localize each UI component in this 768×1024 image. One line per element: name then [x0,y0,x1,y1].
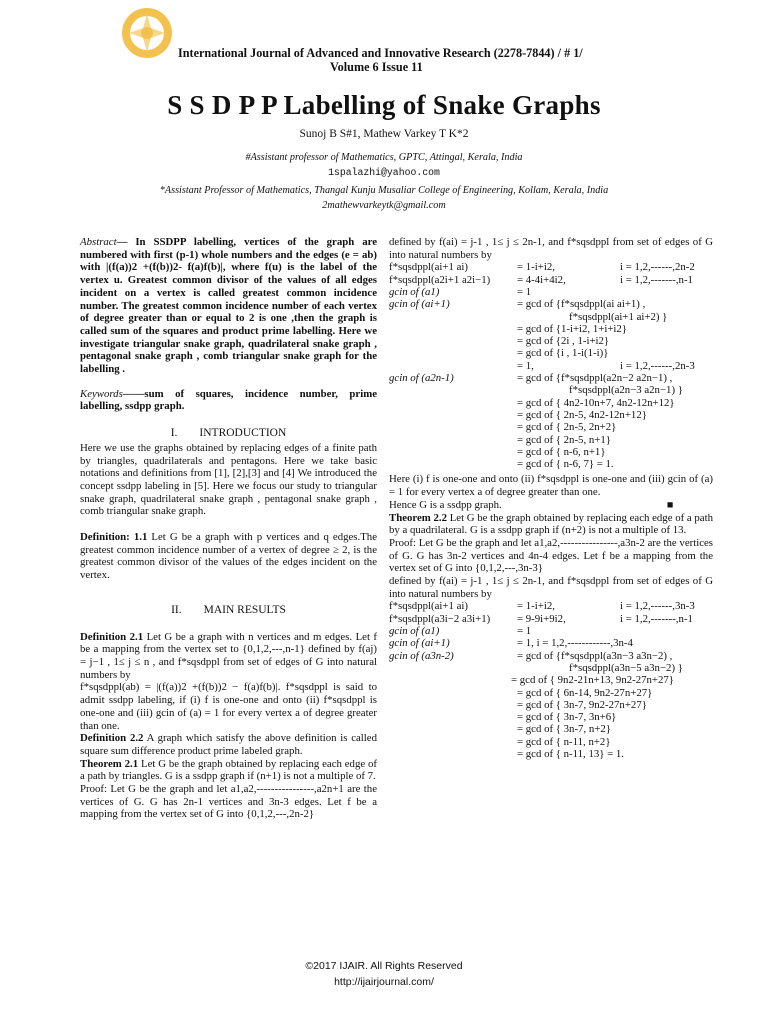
gcin-line: = gcd of { 6n-14, 9n2-27n+27} [517,686,653,699]
paper-title: S S D P P Labelling of Snake Graphs [167,90,601,120]
gcin-line: = gcd of { 3n-7, n+2} [517,723,611,736]
authors: Sunoj B S#1, Mathew Varkey T K*2 [299,128,469,140]
definition-2-2: Definition 2.2 A graph which satisfy the above definition is called square sum difference product prime labeled graph. [80,732,377,757]
email-2: 2mathewvarkeytk@gmail.com [322,200,446,211]
qed-symbol: ■ [666,498,674,511]
keywords: Keywords——sum of squares, incidence number, prime labelling, ssdpp graph. [80,387,377,413]
edge-label-row: f*sqsdppl(a2i+1 a2i−1) = 4-4i+4i2, i = 1,2,-------,n-1 [389,273,693,286]
section-main-results-heading: II. MAIN RESULTS [171,603,286,616]
edge-label-row: f*sqsdppl(ai+1 ai) = 1-i+i2, i = 1,2,------,3n-3 [389,600,695,613]
hence-line: Hence G is a ssdpp graph. ■ [389,498,674,511]
gcin-line: = gcd of { n-6, n+1} [517,445,606,458]
footer-copyright: ©2017 IJAIR. All Rights Reserved [305,960,463,972]
definition-2-1: Definition 2.1 Let G be a graph with n vertices and m edges. Let f be a mapping from the vertex set to {0,1,2,---,n-1} defined by f(aj) = j−1 , 1≤ j ≤ n , and f*sqsdppl from set of edges of G into natural numbers by [80,630,377,681]
journal-header [178,46,698,74]
gcin-line: = gcd of { 2n-5, 4n2-12n+12} [517,408,647,421]
edge-label-row: f*sqsdppl(ai+1 ai) = 1-i+i2, i = 1,2,------,2n-2 [389,261,695,274]
gcin-line: f*sqsdppl(a2n−3 a2n−1) } [569,384,683,397]
gcin-line: = gcd of { 2n-5, 2n+2} [517,421,617,434]
proof-2-2: Proof: Let G be the graph and let a1,a2,----------------,a3n-2 are the vertices of G. G has 3n-2 vertices and 4n-4 edges. Let f be a mapping from the vertex set of G into {0,1,2,---,3n-3} [389,536,713,575]
gcin-line: = gcd of { n-11, n+2} [517,735,611,748]
journal-name: International Journal of Advanced and Innovative Research (2278-7844) / # 1/ [178,46,583,60]
edge-label-row: f*sqsdppl(a3i−2 a3i+1) = 9-9i+9i2, i = 1,2,-------,n-1 [389,612,693,625]
theorem-2-1: Theorem 2.1 Let G be the graph obtained by replacing each edge of a path by triangles. G is a ssdpp graph if (n+1) is not a multiple of 7. [80,757,377,783]
affiliation-2: *Assistant Professor of Mathematics, Thangal Kunju Musaliar College of Engineering, Kollam, Kerala, India [159,185,609,196]
gcin-row: gcin of (a1) = 1 [389,286,532,298]
abstract: Abstract— In SSDPP labelling, vertices of the graph are numbered with first (p-1) whole numbers and the edges (e = ab) with |(f(a))2 +(f(b))2- f(a)f(b)|, where f(u) is the label of the vertex u. Greatest common divisor of the values of all edges incident on a vertex is called greatest common incidence number. The greatest common incidence number of each vertex of degree greater than or equal to 2 is one ,then the graph is called sum of the squares and product prime labelling. Here we investigate triangular snake graph, quadrilateral snake graph , pentagonal snake graph , comb triangular snake graph for the labelling . [80,236,377,376]
email-1: 1spalazhi@yahoo.com [328,167,440,178]
theorem-2-1-mapping: defined by f(ai) = j-1 , 1≤ j ≤ 2n-1, and f*sqsdppl from set of edges of G into natural numbers by [389,236,713,261]
proof-2-1: Proof: Let G be the graph and let a1,a2,----------------,a2n+1 are the vertices of G. G has 2n-1 vertices and 3n-3 edges. Let f be a mapping from the vertex set of G into {0,1,2,---,2n-2} [80,783,377,821]
theorem-2-2: Theorem 2.2 Let G be the graph obtained by replacing each edge of a path by a quadrilateral. G is a ssdpp graph if (n+2) is not a multiple of 13. [389,511,713,537]
left-column [80,236,377,821]
conclusion-text: Here (i) f is one-one and onto (ii) f*sqsdppl is one-one and (iii) gcin of (a) = 1 for every vertex a of degree greater than one. [389,473,713,499]
gcin-line: = gcd of {2i , 1-i+i2} [517,335,610,348]
gcin-line: = gcd of { 3n-7, 9n2-27n+27} [517,698,647,711]
gcin-row: gcin of (a3n-2) = gcd of {f*sqsdppl(a3n−3 a3n−2) , [389,649,673,662]
gcin-line: = 1, i = 1,2,------,2n-3 [517,359,695,372]
gcin-row: gcin of (ai+1) = 1, i = 1,2,------------,3n-4 [389,637,633,650]
definition-2-1-formula: f*sqsdppl(ab) = |(f(a))2 +(f(b))2 − f(a)f(b)|. f*sqsdppl is said to admit ssdpp labeling, if (i) f is one-one and onto (ii) f*sqsdppl is one-one and (iii) gcin of (a) = 1 for every vertex a of degree greater than one. [80,681,377,732]
right-column [389,236,713,760]
affiliation-1: #Assistant professor of Mathematics, GPTC, Attingal, Kerala, India [245,152,523,163]
gcin-row: gcin of (a2n-1) = gcd of {f*sqsdppl(a2n−2 a2n−1) , [389,372,673,385]
section-introduction-heading: I. INTRODUCTION [170,427,287,440]
theorem-2-2-mapping: defined by f(ai) = j-1 , 1≤ j ≤ 2n-1, and f*sqsdppl from set of edges of G into natural numbers by [389,575,713,600]
footer-url[interactable]: http://ijairjournal.com/ [334,976,434,988]
gcin-line: = gcd of { n-11, 13} = 1. [517,748,625,761]
gcin-line: = gcd of { n-6, 7} = 1. [517,458,614,471]
gcin-line: f*sqsdppl(a3n−5 a3n−2) } [569,661,683,674]
gcin-line: = gcd of { 3n-7, 3n+6} [517,711,617,724]
journal-volume: Volume 6 Issue 11 [330,60,423,74]
journal-logo [120,6,174,60]
gcin-line: f*sqsdppl(ai+1 ai+2) } [569,310,668,323]
definition-1-1: Definition: 1.1 Let G be a graph with p vertices and q edges.The greatest common incidence number of a vertex of degree ≥ 2, is the greatest common divisor of the values of the edges incident on the vertex. [80,531,377,582]
gcin-line: = gcd of { 2n-5, n+1} [517,433,611,446]
gcin-line: = gcd of {i , 1-i(1-i)} [517,347,609,360]
gcin-row: gcin of (a1) = 1 [389,625,532,638]
gcin-line: = gcd of { 9n2-21n+13, 9n2-27n+27} [511,674,674,687]
introduction-text: Here we use the graphs obtained by replacing edges of a finite path by triangles, quadrilaterals and pentagons. Here we take basic notations and definitions from [1], [2],[3] and [4] We introduced the concept ssdpp labeling in [5]. Here we focus our study to triangular snake graph, quadrilateral snake graph , pentagonal snake graph , comb triangular snake graph. [80,441,377,518]
gcin-line: = gcd of {1-i+i2, 1+i+i2} [517,322,627,335]
gcin-row: gcin of (ai+1) = gcd of {f*sqsdppl(ai ai+1) , [389,298,646,311]
gcin-line: = gcd of { 4n2-10n+7, 4n2-12n+12} [517,396,675,409]
